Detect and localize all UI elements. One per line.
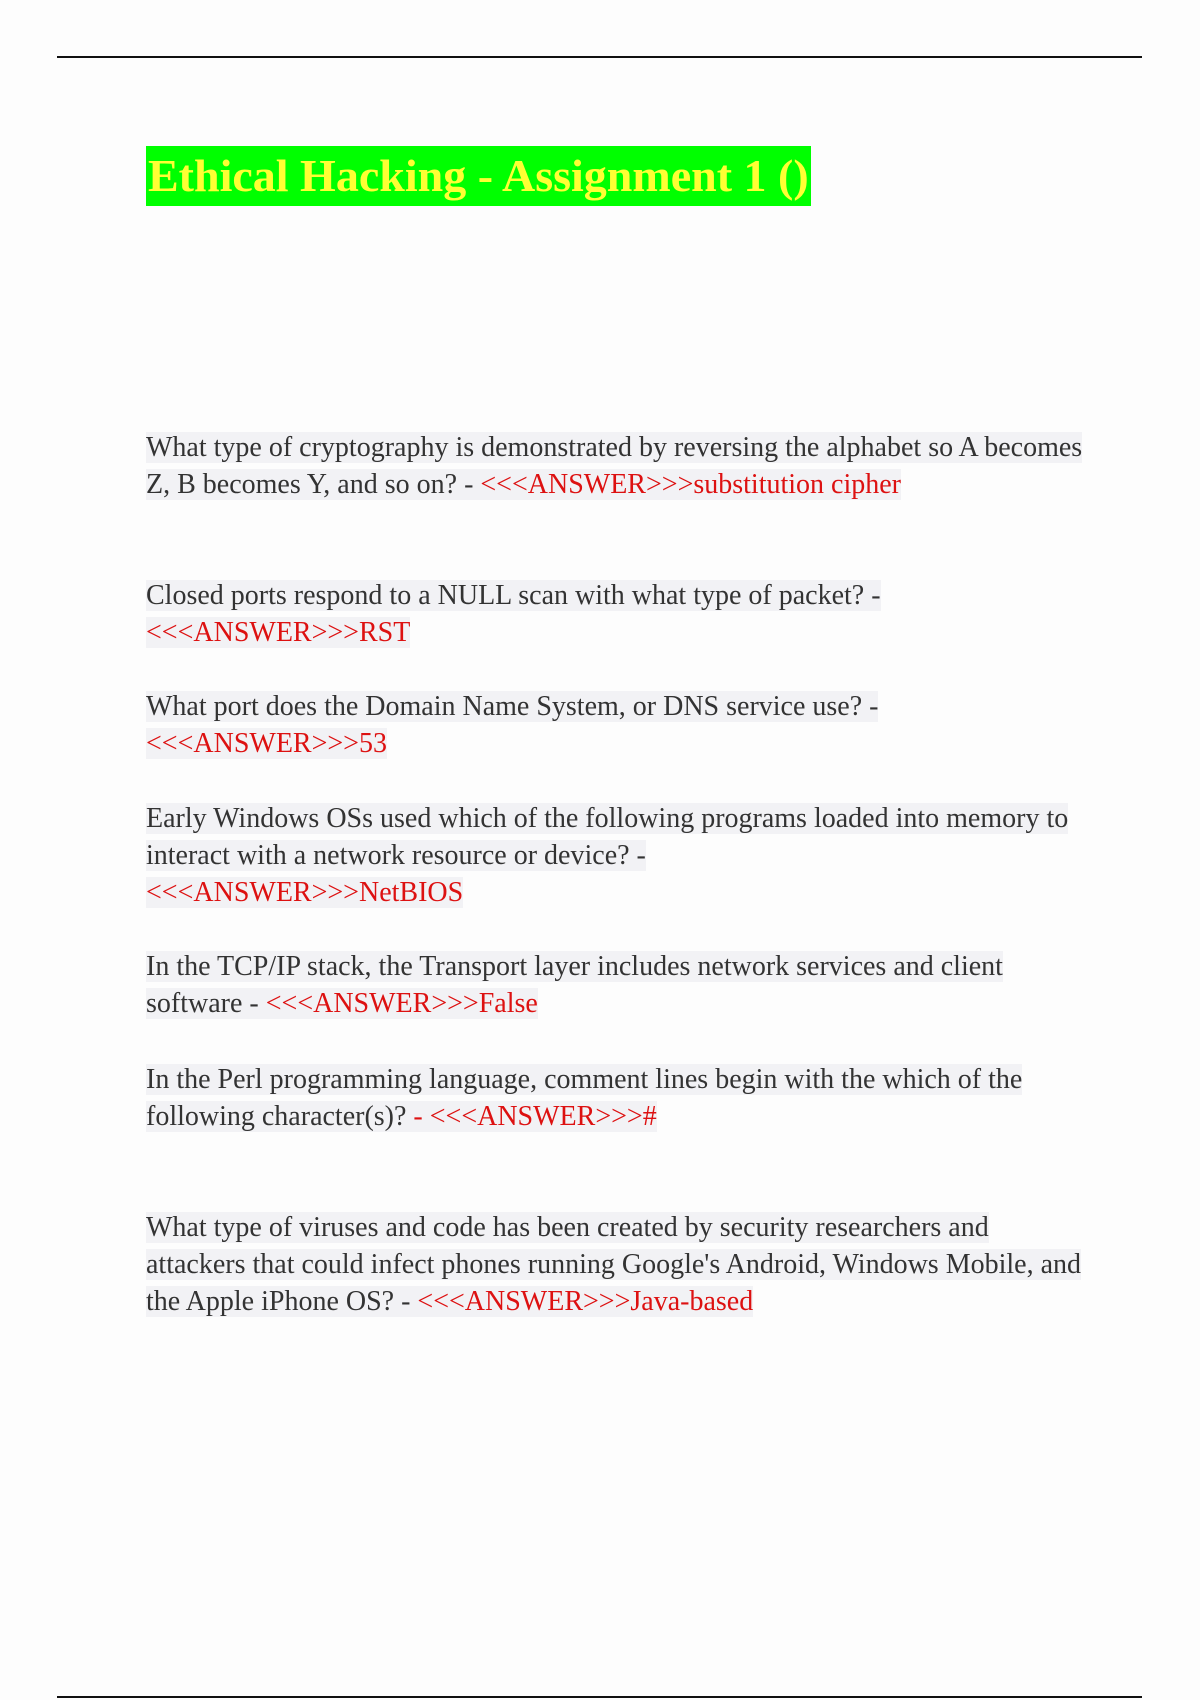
- document-title: Ethical Hacking - Assignment 1 (): [146, 146, 811, 206]
- qa-item-2: [146, 577, 1086, 651]
- answer-text: <<<ANSWER>>>False: [265, 988, 538, 1019]
- question-text: Closed ports respond to a NULL scan with what type of packet? -: [146, 580, 881, 611]
- answer-text: - <<<ANSWER>>>#: [413, 1101, 657, 1132]
- question-text: What type of cryptography is demonstrated by reversing the alphabet so A becomes Z, B becomes Y, and so on? -: [146, 432, 1083, 500]
- top-rule: [57, 56, 1142, 58]
- qa-item-1: [146, 429, 1086, 503]
- qa-item-6: [146, 1061, 1086, 1135]
- question-text: In the Perl programming language, comment lines begin with the which of the following character(s)?: [146, 1064, 1023, 1132]
- qa-item-5: [146, 948, 1086, 1022]
- answer-text: <<<ANSWER>>>53: [146, 728, 387, 759]
- answer-text: <<<ANSWER>>>substitution cipher: [480, 469, 902, 500]
- answer-text: <<<ANSWER>>>RST: [146, 617, 411, 648]
- answer-text: <<<ANSWER>>>Java-based: [417, 1286, 754, 1317]
- question-text: In the TCP/IP stack, the Transport layer includes network services and client software -: [146, 951, 1003, 1019]
- question-text: What port does the Domain Name System, or DNS service use? -: [146, 691, 879, 722]
- question-text: Early Windows OSs used which of the following programs loaded into memory to interact with a network resource or device? -: [146, 803, 1069, 871]
- qa-item-7: [146, 1209, 1086, 1320]
- question-text: What type of viruses and code has been created by security researchers and attackers that could infect phones running Google's Android, Windows Mobile, and the Apple iPhone OS? -: [146, 1212, 1082, 1317]
- qa-item-4: [146, 800, 1086, 911]
- answer-text: <<<ANSWER>>>NetBIOS: [146, 877, 464, 908]
- bottom-rule: [57, 1696, 1142, 1698]
- qa-item-3: [146, 688, 1086, 762]
- title-block: [146, 146, 811, 206]
